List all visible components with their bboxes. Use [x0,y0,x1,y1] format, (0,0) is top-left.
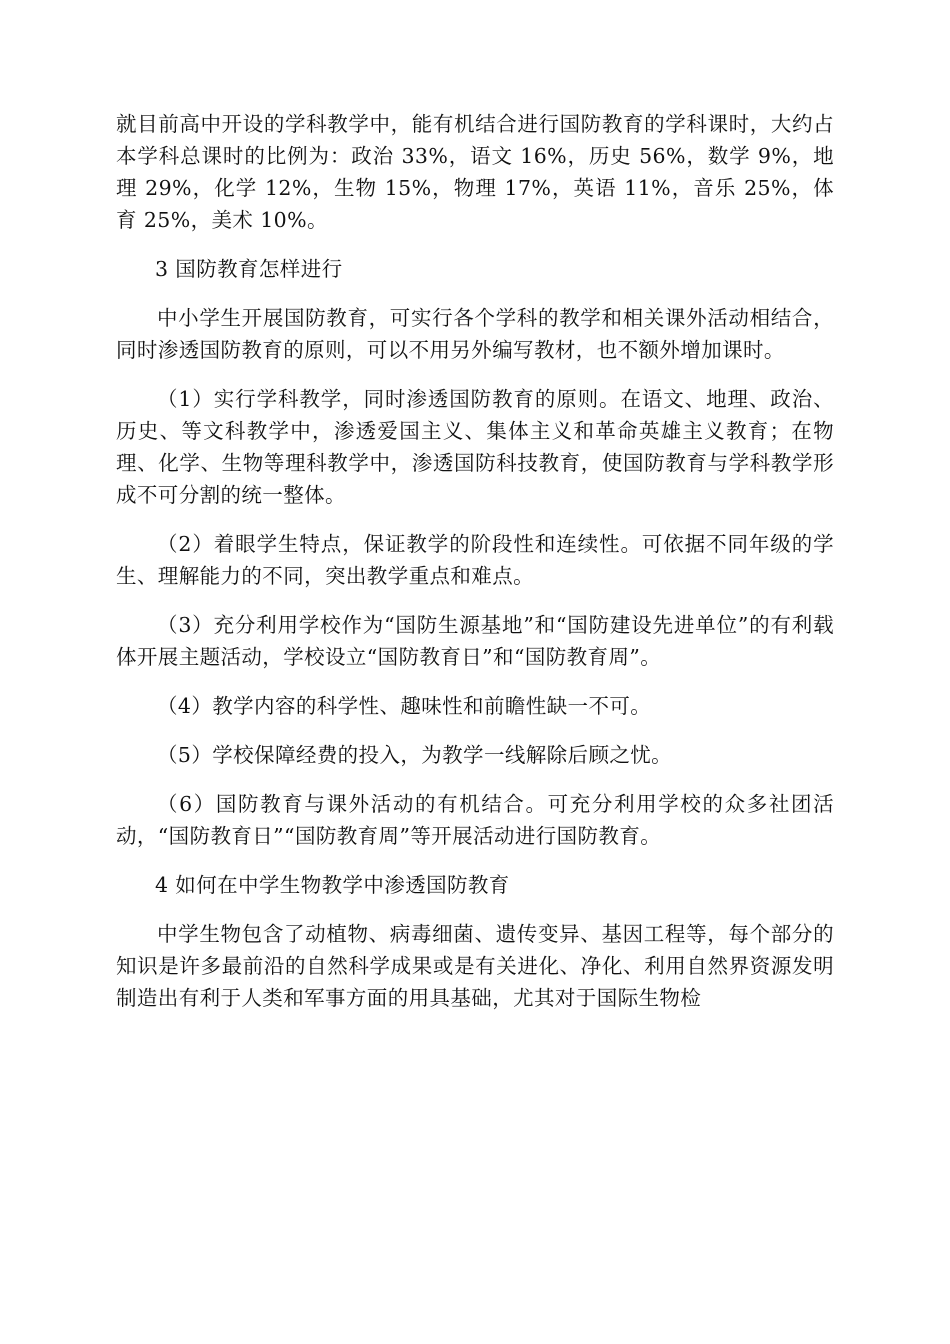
list-item-1: （1）实行学科教学，同时渗透国防教育的原则。在语文、地理、政治、历史、等文科教学中，渗透爱国主义、集体主义和革命英雄主义教育；在物理、化学、生物等理科教学中，渗透国防科技教育，使国防教育与学科教学形成不可分割的统一整体。 [116,387,834,507]
list-item-5: （5）学校保障经费的投入，为教学一线解除后顾之忧。 [157,743,673,767]
paragraph-subject-ratio: 就目前高中开设的学科教学中，能有机结合进行国防教育的学科课时，大约占本学科总课时的比例为：政治 33%，语文 16%，历史 56%，数学 9%，地理 29%，化学 12%，生物 15%，物理 17%，英语 11%，音乐 25%，体育 25%，美术 10%。 [116,112,834,232]
section-heading-4: 4 如何在中学生物教学中渗透国防教育 [154,873,510,897]
list-item-6: （6）国防教育与课外活动的有机结合。可充分利用学校的众多社团活动，“国防教育日”“国防教育周”等开展活动进行国防教育。 [116,792,834,848]
list-item-3: （3）充分利用学校作为“国防生源基地”和“国防建设先进单位”的有利载体开展主题活动，学校设立“国防教育日”和“国防教育周”。 [116,613,834,669]
document-page [116,108,834,1031]
list-item-2: （2）着眼学生特点，保证教学的阶段性和连续性。可依据不同年级的学生、理解能力的不同，突出教学重点和难点。 [116,532,834,588]
list-item-4: （4）教学内容的科学性、趣味性和前瞻性缺一不可。 [157,694,652,718]
paragraph-how-to-conduct: 中小学生开展国防教育，可实行各个学科的教学和相关课外活动相结合，同时渗透国防教育的原则，可以不用另外编写教材，也不额外增加课时。 [116,306,834,362]
paragraph-biology: 中学生物包含了动植物、病毒细菌、遗传变异、基因工程等，每个部分的知识是许多最前沿的自然科学成果或是有关进化、净化、利用自然界资源发明制造出有利于人类和军事方面的用具基础，尤其对于国际生物检 [116,922,834,1010]
section-heading-3: 3 国防教育怎样进行 [154,257,343,281]
